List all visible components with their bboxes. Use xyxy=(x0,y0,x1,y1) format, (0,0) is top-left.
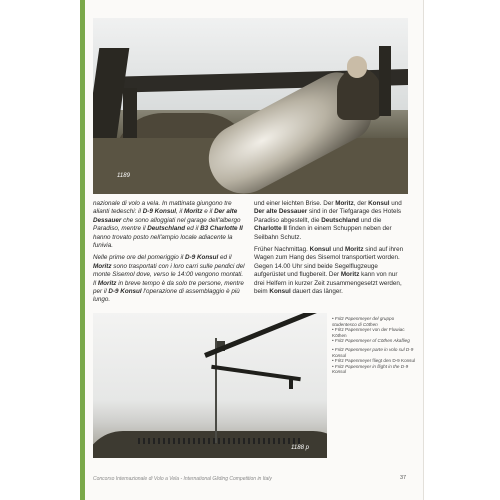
text-run: , il xyxy=(175,208,184,216)
text-run: Nelle prime ore del pomeriggio il xyxy=(93,254,186,262)
bold-term: Deutschland xyxy=(147,225,186,233)
bold-term: Moritz xyxy=(183,208,203,216)
text-run: sind in der Tiefgarage des Hotels Paradiso abgestellt, die xyxy=(254,208,402,224)
text-run: und xyxy=(331,246,346,254)
text-run: dauert das länger. xyxy=(290,288,343,296)
text-run: kann von nur drei Helfern in kurzer Zeit zusammengesetzt werden, beim xyxy=(254,271,402,296)
text-run: und einer leichten Brise. Der xyxy=(254,200,336,207)
bold-term: Moritz xyxy=(340,271,360,279)
flying-glider-tail xyxy=(289,377,293,389)
text-run: ed il xyxy=(218,254,232,262)
italian-paragraph-2 xyxy=(93,254,246,304)
bold-term: Moritz xyxy=(93,262,112,270)
text-run: e il xyxy=(202,208,215,216)
bold-term: Moritz xyxy=(345,246,364,254)
text-run: sind auf ihren Wagen zum Hang des Sisemol transportiert worden. Gegen 14.00 Uhr sind beide Segelflugzeuge aufgerüstet und flugbereit. Der xyxy=(254,246,404,279)
bold-term: Konsul xyxy=(309,246,331,254)
bold-term: Der alte Dessauer xyxy=(93,208,238,224)
pilot-head xyxy=(347,56,367,78)
bold-term: Charlotte II xyxy=(254,225,287,233)
text-run: nazionale di volo a vela. In mattinata giungono tre alianti tedeschi: il xyxy=(93,200,232,216)
page-accent-bar xyxy=(80,0,85,500)
bold-term: Moritz xyxy=(335,200,354,207)
top-photo-pilot-in-glider xyxy=(93,18,408,194)
bottom-photo-glider-launch xyxy=(93,313,327,458)
text-run: Früher Nachmittag. xyxy=(254,246,310,254)
german-paragraph-1 xyxy=(254,200,409,242)
caption-italian: • Fritz Papenmeyer del gruppo studentesco di Cöthen xyxy=(332,316,395,327)
caption-german: • Fritz Papenmeyer fliegt den D-9 Konsul xyxy=(332,358,416,364)
text-run: , der xyxy=(353,200,369,207)
text-run: l'operazione di assemblaggio è più lungo. xyxy=(93,288,240,304)
top-photo-id: 1189 xyxy=(117,173,130,179)
caption-german: • Fritz Papenmeyer von der Fluwiac Köthen xyxy=(332,327,405,338)
bold-term: B3 Charlotte II xyxy=(200,225,243,233)
italian-paragraph-1 xyxy=(93,200,246,250)
bold-term: D-9 Konsul xyxy=(108,288,142,296)
page-number: 37 xyxy=(400,475,407,481)
caption-group-1 xyxy=(332,316,420,344)
bold-term: D-9 Konsul xyxy=(185,254,219,262)
text-run: in breve tempo è da solo tre persone, mentre per il xyxy=(93,279,244,296)
text-run: finden in einem Schuppen neben der Seilbahn Schutz. xyxy=(254,225,392,241)
bystander-middle xyxy=(123,88,137,138)
bold-term: D-9 Konsul xyxy=(142,208,176,216)
caption-english: • Fritz Papenmeyer in flight in the D-9 Konsul xyxy=(332,363,409,375)
bold-term: Deutschland xyxy=(321,216,360,224)
bottom-photo-id: 1188 p xyxy=(291,445,309,451)
caption-italian: • Fritz Papenmeyer parte in volo sul D-9 Konsul xyxy=(332,346,414,358)
text-run: und xyxy=(389,200,402,207)
bold-term: Konsul xyxy=(368,200,390,207)
italian-text-column xyxy=(93,200,246,309)
flying-glider-wing xyxy=(204,313,317,358)
german-text-column xyxy=(254,200,409,300)
text-run: und die xyxy=(359,216,382,224)
bold-term: Der alte Dessauer xyxy=(254,208,308,216)
text-run: hanno trovato posto nell'ampio locale adiacente la funivia. xyxy=(93,233,233,250)
bystander-right xyxy=(379,46,391,116)
text-run: sono trasportati con i loro carri sulle pendici del monte Sisemol dove, verso le 14:00 vengono montati. Il xyxy=(93,262,245,287)
text-run: che sono alloggiati nel garage dell'albergo Paradiso, mentre il xyxy=(93,216,241,233)
page-footer: Concorso Internazionale di Volo a Vela - International Gliding Competition in Italy xyxy=(93,476,272,482)
photo-captions xyxy=(332,316,420,378)
german-paragraph-2 xyxy=(254,246,409,296)
caption-english: • Fritz Papenmeyer of Cöthen Akaflieg xyxy=(332,338,410,344)
bold-term: Moritz xyxy=(97,279,117,287)
bold-term: Konsul xyxy=(269,288,291,296)
caption-group-2 xyxy=(332,347,420,375)
text-run: ed il xyxy=(185,225,201,233)
flying-glider-body xyxy=(211,365,301,381)
photo-crowd xyxy=(138,438,303,444)
